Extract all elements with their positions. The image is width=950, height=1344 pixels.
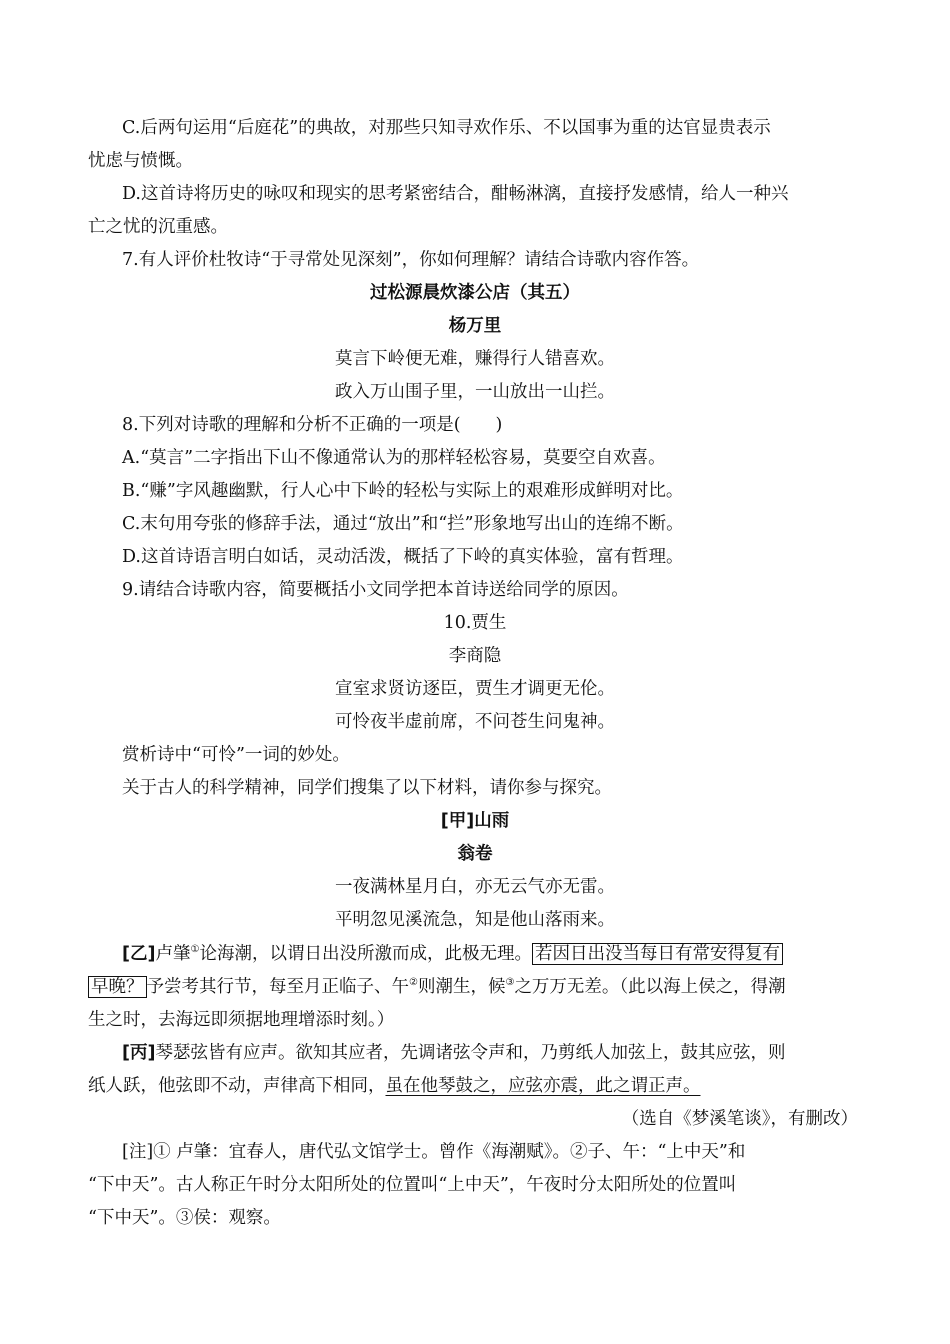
notes-line2: “下中天”。古人称正午时分太阳所处的位置叫“上中天”，午夜时分太阳所处的位置叫 <box>88 1175 737 1195</box>
question-8-option-b: B.“赚”字风趣幽默，行人心中下岭的轻松与实际上的艰难形成鲜明对比。 <box>122 481 684 501</box>
yi-boxed-sentence-part2: 早晚？ <box>88 976 147 998</box>
materials-intro: 关于古人的科学精神，同学们搜集了以下材料，请你参与探究。 <box>122 778 612 798</box>
question-8-option-c: C.末句用夸张的修辞手法，通过“放出”和“拦”形象地写出山的连绵不断。 <box>122 514 684 534</box>
question-7: 7.有人评价杜牧诗“于寻常处见深刻”，你如何理解？请结合诗歌内容作答。 <box>122 250 700 270</box>
yi-text-d: 则潮生，候 <box>417 977 506 997</box>
poem1-author: 杨万里 <box>448 316 502 336</box>
jia-author: 翁卷 <box>457 844 493 864</box>
question-8-stem: 8.下列对诗歌的理解和分析不正确的一项是( ) <box>122 415 503 435</box>
poem2-title: 10.贾生 <box>443 613 507 633</box>
poem1-line2: 政入万山围子里，一山放出一山拦。 <box>335 382 615 402</box>
poem1-line1: 莫言下岭便无难，赚得行人错喜欢。 <box>335 349 615 369</box>
q6-option-d-line2: 亡之忧的沉重感。 <box>88 217 228 237</box>
source-citation: （选自《梦溪笔谈》，有删改） <box>621 1109 858 1129</box>
yi-text-b: 论海潮，以谓日出没所激而成，此极无理。 <box>199 944 532 964</box>
note-marker-1: ① <box>190 944 200 955</box>
bing-text-b: 纸人跃，他弦即不动，声律高下相同， <box>88 1076 386 1096</box>
poem2-line1: 宣室求贤访逐臣，贾生才调更无伦。 <box>335 679 615 699</box>
poem2-line2: 可怜夜半虚前席，不问苍生问鬼神。 <box>335 712 615 732</box>
yi-line1 <box>122 942 783 966</box>
note-marker-3: ③ <box>505 977 515 988</box>
yi-label: [乙] <box>122 944 156 964</box>
yi-text-e: 之万万无差。（此以海上侯之，得潮 <box>514 977 786 997</box>
q6-option-c-line1: C.后两句运用“后庭花”的典故，对那些只知寻欢作乐、不以国事为重的达官显贵表示 <box>122 118 771 138</box>
bing-line1 <box>122 1041 786 1065</box>
bing-text-a: 琴瑟弦皆有应声。欲知其应者，先调诸弦令声和，乃剪纸人加弦上，鼓其应弦，则 <box>155 1043 786 1063</box>
poem2-author: 李商隐 <box>448 646 502 666</box>
yi-text-c: 予尝考其行节，每至月正临子、午 <box>146 977 409 997</box>
yi-line2 <box>88 975 786 999</box>
yi-text-a: 卢肇 <box>155 944 191 964</box>
yi-line3: 生之时，去海远即须据地理增添时刻。） <box>88 1010 395 1030</box>
bing-underlined-sentence: 虽在他琴鼓之，应弦亦震，此之谓正声。 <box>385 1076 701 1096</box>
poem1-title: 过松源晨炊漆公店（其五） <box>370 283 580 303</box>
question-10: 赏析诗中“可怜”一词的妙处。 <box>122 745 350 765</box>
notes-line3: “下中天”。③侯：观察。 <box>88 1208 281 1228</box>
jia-line2: 平明忽见溪流急，知是他山落雨来。 <box>335 910 615 930</box>
notes-line1: [注]① 卢肇：宜春人，唐代弘文馆学士。曾作《海潮赋》。②子、午：“上中天”和 <box>122 1142 746 1162</box>
note-marker-2: ② <box>409 977 418 988</box>
jia-title: [甲]山雨 <box>440 811 510 831</box>
question-8-option-d: D.这首诗语言明白如话，灵动活泼，概括了下岭的真实体验，富有哲理。 <box>122 547 684 567</box>
bing-label: [丙] <box>122 1043 156 1063</box>
yi-boxed-sentence-part1: 若因日出没当每日有常安得复有 <box>532 943 783 965</box>
q6-option-c-line2: 忧虑与愤慨。 <box>88 151 193 171</box>
question-9: 9.请结合诗歌内容，简要概括小文同学把本首诗送给同学的原因。 <box>122 580 629 600</box>
question-8-option-a: A.“莫言”二字指出下山不像通常认为的那样轻松容易，莫要空自欢喜。 <box>122 448 666 468</box>
q6-option-d-line1: D.这首诗将历史的咏叹和现实的思考紧密结合，酣畅淋漓，直接抒发感情，给人一种兴 <box>122 184 789 204</box>
bing-line2 <box>88 1074 701 1098</box>
jia-line1: 一夜满林星月白，亦无云气亦无雷。 <box>335 877 615 897</box>
